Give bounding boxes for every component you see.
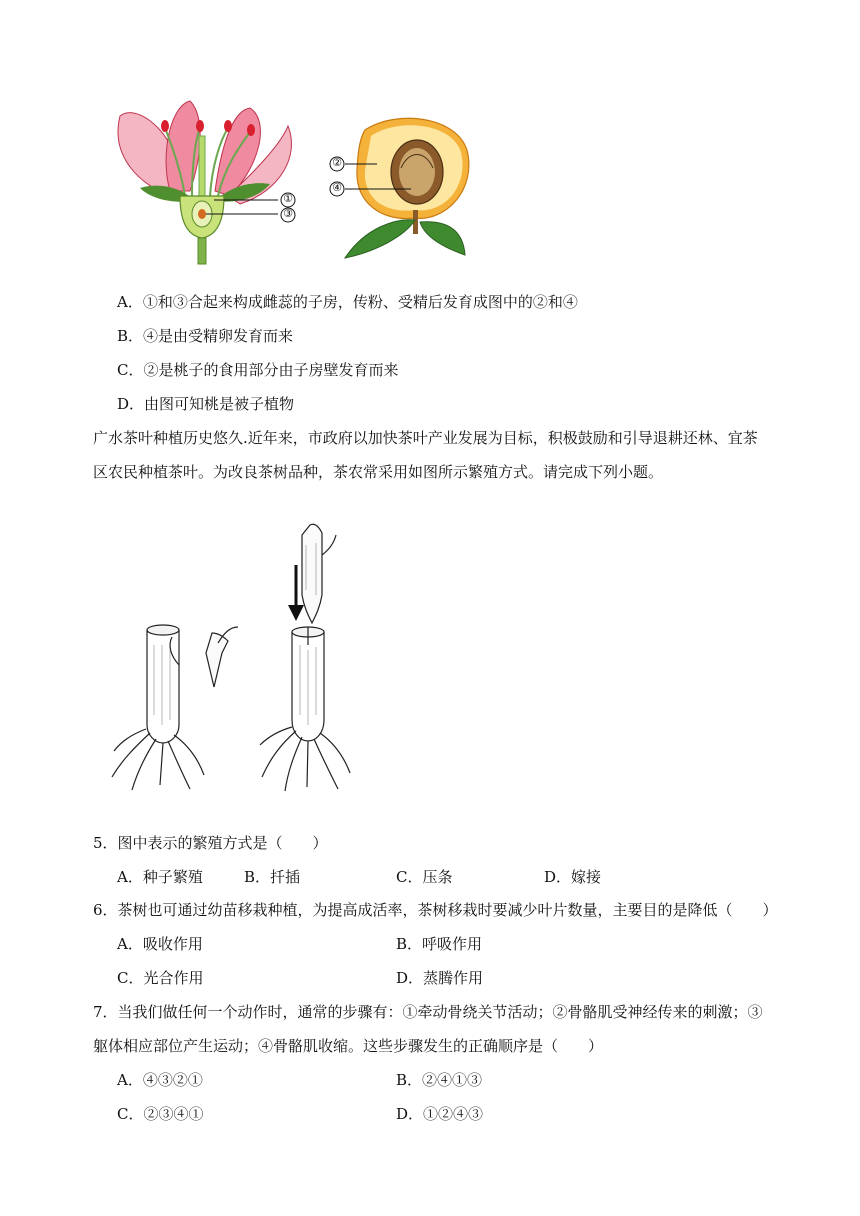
q7-option-d: D．①②④③	[396, 1105, 484, 1123]
q5-option-d: D．嫁接	[544, 868, 602, 886]
flower-callout-1: ①	[283, 192, 293, 205]
grafting-illustration	[110, 515, 360, 795]
flower-diagram	[110, 96, 305, 266]
q5-stem: 5．图中表示的繁殖方式是（ ）	[93, 834, 328, 852]
peach-callout-4: ④	[332, 181, 342, 194]
q6-option-c: C．光合作用	[117, 969, 204, 987]
q7-option-b: B．②④①③	[396, 1071, 483, 1089]
q7-option-a: A．④③②①	[117, 1071, 203, 1089]
q6-option-a: A．吸收作用	[117, 935, 203, 953]
flower-callout-3: ③	[283, 207, 293, 220]
q4-option-c: C．②是桃子的食用部分由子房壁发育而来	[117, 361, 399, 379]
q6-stem: 6．茶树也可通过幼苗移栽种植，为提高成活率，茶树移栽时要减少叶片数量，主要目的是降低（ ）	[93, 901, 778, 919]
q6-option-d: D．蒸腾作用	[396, 969, 484, 987]
q4-option-b: B．④是由受精卵发育而来	[117, 327, 294, 345]
q4-option-a: A．①和③合起来构成雌蕊的子房，传粉、受精后发育成图中的②和④	[117, 293, 578, 311]
peach-diagram	[325, 110, 475, 260]
q5-option-a: A．种子繁殖	[117, 868, 203, 886]
q5-option-c: C．压条	[396, 868, 453, 886]
q7-stem-line-2: 躯体相应部位产生运动；④骨骼肌收缩。这些步骤发生的正确顺序是（ ）	[93, 1037, 604, 1055]
q5-option-b: B．扦插	[244, 868, 301, 886]
q6-option-b: B．呼吸作用	[396, 935, 483, 953]
passage-line-1: 广水茶叶种植历史悠久.近年来，市政府以加快茶叶产业发展为目标，积极鼓励和引导退耕还林、宜茶	[93, 429, 758, 447]
q7-stem-line-1: 7．当我们做任何一个动作时，通常的步骤有：①牵动骨绕关节活动；②骨骼肌受神经传来的刺激；③	[93, 1003, 763, 1021]
q7-option-c: C．②③④①	[117, 1105, 204, 1123]
passage-line-2: 区农民种植茶叶。为改良茶树品种，茶农常采用如图所示繁殖方式。请完成下列小题。	[93, 463, 664, 481]
peach-callout-2: ②	[332, 156, 342, 169]
q4-option-d: D．由图可知桃是被子植物	[117, 395, 295, 413]
